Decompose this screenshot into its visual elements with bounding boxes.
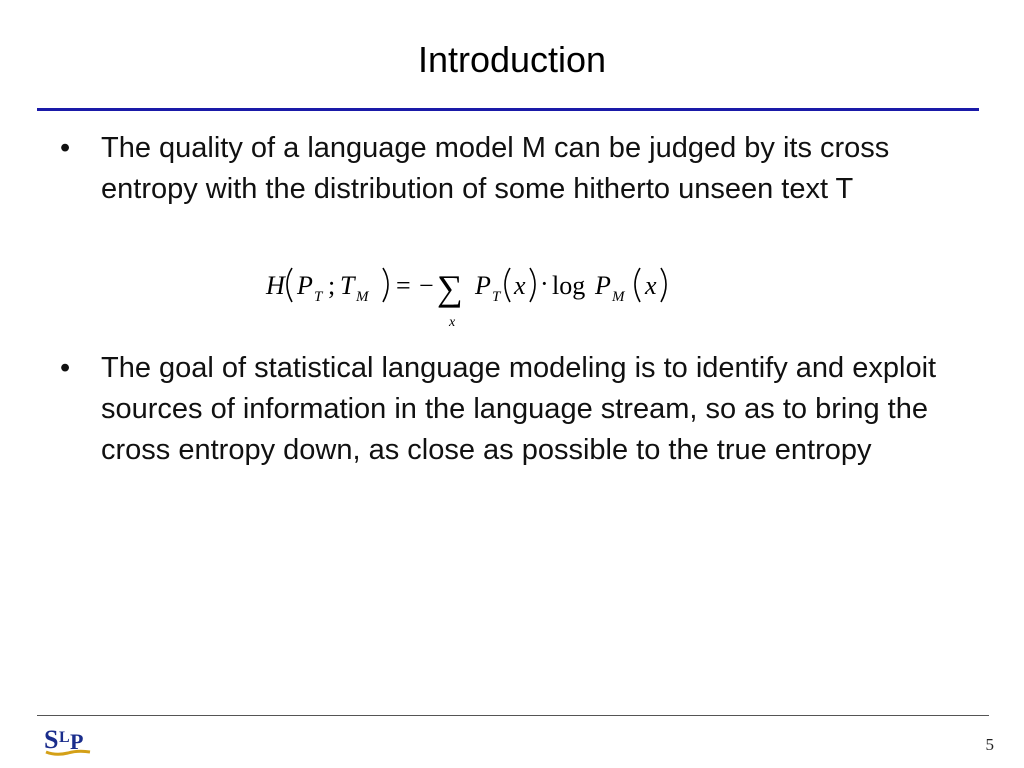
formula-sum-index: x xyxy=(449,315,456,330)
formula-sum: ∑ xyxy=(437,268,463,308)
logo-letter-l: L xyxy=(59,729,70,746)
formula-paren-open-3 xyxy=(635,268,640,302)
formula-semicolon: ; xyxy=(328,271,336,300)
formula-sub-T2: T xyxy=(492,289,501,305)
formula-paren-close-2 xyxy=(530,268,535,302)
formula-minus: − xyxy=(419,271,434,300)
formula-equals: = xyxy=(396,271,411,300)
cross-entropy-formula xyxy=(264,262,684,334)
formula-P3: P xyxy=(595,271,611,300)
formula-cdot: · xyxy=(540,269,549,298)
page-number: 5 xyxy=(985,735,994,754)
bullet-text-1: The quality of a language model M can be judged by its cross entropy with the distribution of some hitherto unseen text T xyxy=(101,132,890,205)
formula-sub-M2: M xyxy=(612,289,625,305)
formula-paren-close-3 xyxy=(661,268,666,302)
slide-title: Introduction xyxy=(417,39,607,80)
bullet-text-2: The goal of statistical language modeling is to identify and exploit sources of information in the language stream, so as to bring the cross entropy down, as close as possible to the true entropy xyxy=(101,352,937,466)
formula-sub-T1: T xyxy=(314,289,323,305)
slp-logo-icon xyxy=(42,722,94,760)
formula-log: log xyxy=(552,271,586,300)
formula-paren-close xyxy=(383,268,388,302)
bullet-marker: • xyxy=(60,132,71,164)
formula-paren-open xyxy=(287,268,292,302)
footer-divider xyxy=(37,715,989,716)
formula-paren-open-2 xyxy=(505,268,510,302)
formula-P1: P xyxy=(297,271,313,300)
formula-x2: x xyxy=(645,271,657,300)
bullet-marker: • xyxy=(60,352,71,384)
formula-sub-M1: M xyxy=(356,289,369,305)
formula-P2: P xyxy=(475,271,491,300)
formula-H: H xyxy=(266,271,285,300)
formula-svg xyxy=(264,262,684,334)
logo-letter-s: S xyxy=(44,725,59,754)
formula-T: T xyxy=(340,271,355,300)
title-divider xyxy=(37,108,979,111)
logo-letter-p: P xyxy=(70,729,84,754)
formula-x1: x xyxy=(514,271,526,300)
